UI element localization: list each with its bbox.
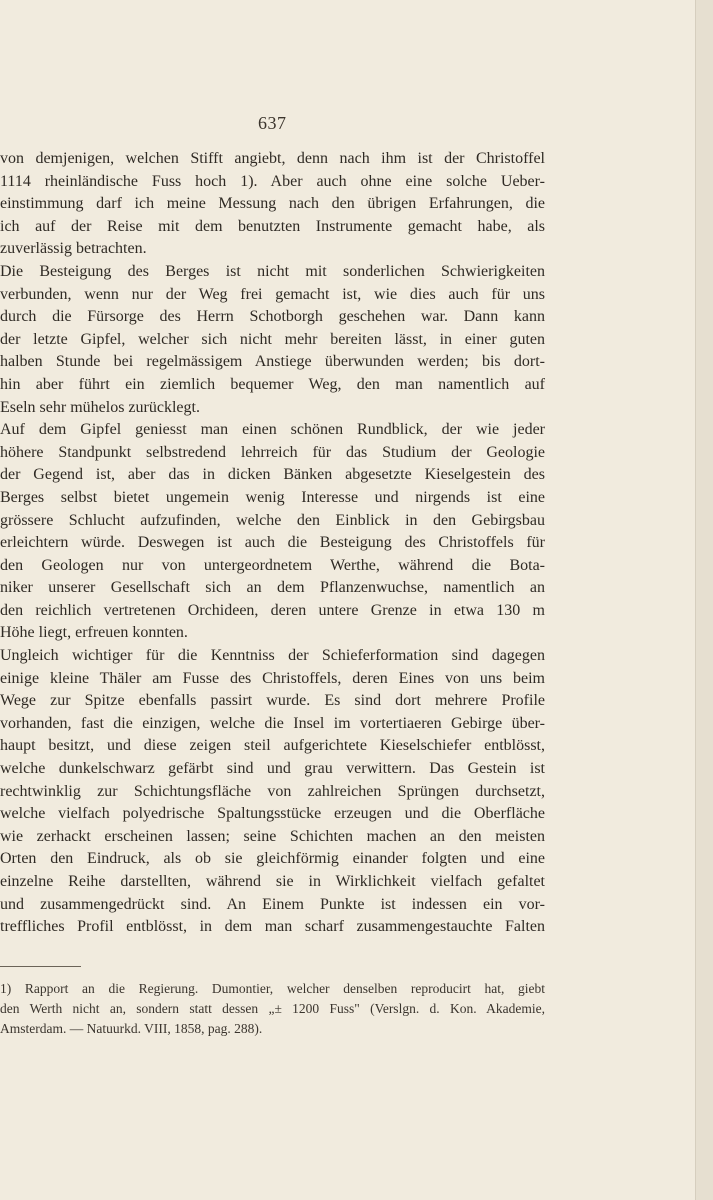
footnote-line: den Werth nicht an, sondern statt dessen „± 1200 Fuss" (Verslgn. d. Kon. Akademie, bbox=[0, 1001, 545, 1016]
text-line: hin aber führt ein ziemlich bequemer Weg, den man namentlich auf bbox=[0, 375, 545, 393]
text-line: zuverlässig betrachten. bbox=[0, 240, 147, 258]
text-line: niker unserer Gesellschaft sich an dem Pflanzenwuchse, namentlich an bbox=[0, 579, 545, 597]
text-line: erleichtern würde. Deswegen ist auch die Besteigung des Christoffels für bbox=[0, 534, 545, 552]
text-line: rechtwinklig zur Schichtungsfläche von zahlreichen Sprüngen durchsetzt, bbox=[0, 782, 545, 800]
text-line: welche vielfach polyedrische Spaltungsstücke erzeugen und die Oberfläche bbox=[0, 805, 545, 823]
text-line: ich auf der Reise mit dem benutzten Instrumente gemacht habe, als bbox=[0, 217, 545, 235]
text-line: und zusammengedrückt sind. An Einem Punkte ist indessen ein vor- bbox=[0, 895, 545, 913]
text-line: Die Besteigung des Berges ist nicht mit sonderlichen Schwierigkeiten bbox=[0, 262, 545, 280]
text-line: Wege zur Spitze ebenfalls passirt wurde. Es sind dort mehrere Profile bbox=[0, 692, 545, 710]
footnote-divider bbox=[0, 966, 81, 967]
text-line: einstimmung darf ich meine Messung nach den übrigen Erfahrungen, die bbox=[0, 195, 545, 213]
footnote-line: 1) Rapport an die Regierung. Dumontier, welcher denselben reproducirt hat, giebt bbox=[0, 981, 545, 996]
text-line: Ungleich wichtiger für die Kenntniss der Schieferformation sind dagegen bbox=[0, 647, 545, 665]
text-line: Eseln sehr mühelos zurücklegt. bbox=[0, 398, 200, 416]
text-line: durch die Fürsorge des Herrn Schotborgh geschehen war. Dann kann bbox=[0, 308, 545, 326]
page-number: 637 bbox=[258, 113, 287, 133]
text-line: treffliches Profil entblösst, in dem man scharf zusammengestauchte Falten bbox=[0, 918, 545, 936]
body-text bbox=[0, 148, 545, 939]
text-line: vorhanden, fast die einzigen, welche die Insel im vortertiaeren Gebirge über- bbox=[0, 714, 545, 732]
text-line: wie zerhackt erscheinen lassen; seine Schichten machen an den meisten bbox=[0, 827, 545, 845]
text-line: haupt besitzt, und diese zeigen steil aufgerichtete Kieselschiefer entblösst, bbox=[0, 737, 545, 755]
text-line: den Geologen nur von untergeordnetem Werthe, während die Bota- bbox=[0, 556, 545, 574]
footnote bbox=[0, 979, 545, 1039]
page-edge bbox=[695, 0, 713, 1200]
text-line: Berges selbst bietet ungemein wenig Interesse und nirgends ist eine bbox=[0, 488, 545, 506]
text-line: Auf dem Gipfel geniesst man einen schönen Rundblick, der wie jeder bbox=[0, 421, 545, 439]
text-line: der letzte Gipfel, welcher sich nicht mehr bereiten lässt, in einer guten bbox=[0, 330, 545, 348]
text-line: einzelne Reihe darstellten, während sie in Wirklichkeit vielfach gefaltet bbox=[0, 873, 545, 890]
text-line: grössere Schlucht aufzufinden, welche den Einblick in den Gebirgsbau bbox=[0, 511, 545, 529]
text-line: Orten den Eindruck, als ob sie gleichförmig einander folgten und eine bbox=[0, 850, 545, 868]
text-line: 1114 rheinländische Fuss hoch 1). Aber auch ohne eine solche Ueber- bbox=[0, 172, 545, 190]
text-line: höhere Standpunkt selbstredend lehrreich für das Studium der Geologie bbox=[0, 443, 545, 461]
text-line: einige kleine Thäler am Fusse des Christoffels, deren Eines von uns beim bbox=[0, 669, 545, 687]
text-line: verbunden, wenn nur der Weg frei gemacht ist, wie dies auch für uns bbox=[0, 285, 545, 303]
text-line: Höhe liegt, erfreuen konnten. bbox=[0, 624, 188, 642]
text-line: von demjenigen, welchen Stifft angiebt, denn nach ihm ist der Christoffel bbox=[0, 150, 545, 167]
text-line: den reichlich vertretenen Orchideen, deren untere Grenze in etwa 130 m bbox=[0, 601, 545, 619]
footnote-line: Amsterdam. — Natuurkd. VIII, 1858, pag. 288). bbox=[0, 1021, 263, 1036]
text-line: welche dunkelschwarz gefärbt sind und grau verwittern. Das Gestein ist bbox=[0, 760, 545, 778]
text-line: halben Stunde bei regelmässigem Anstiege überwunden werden; bis dort- bbox=[0, 353, 545, 371]
text-line: der Gegend ist, aber das in dicken Bänken abgesetzte Kieselgestein des bbox=[0, 466, 545, 484]
